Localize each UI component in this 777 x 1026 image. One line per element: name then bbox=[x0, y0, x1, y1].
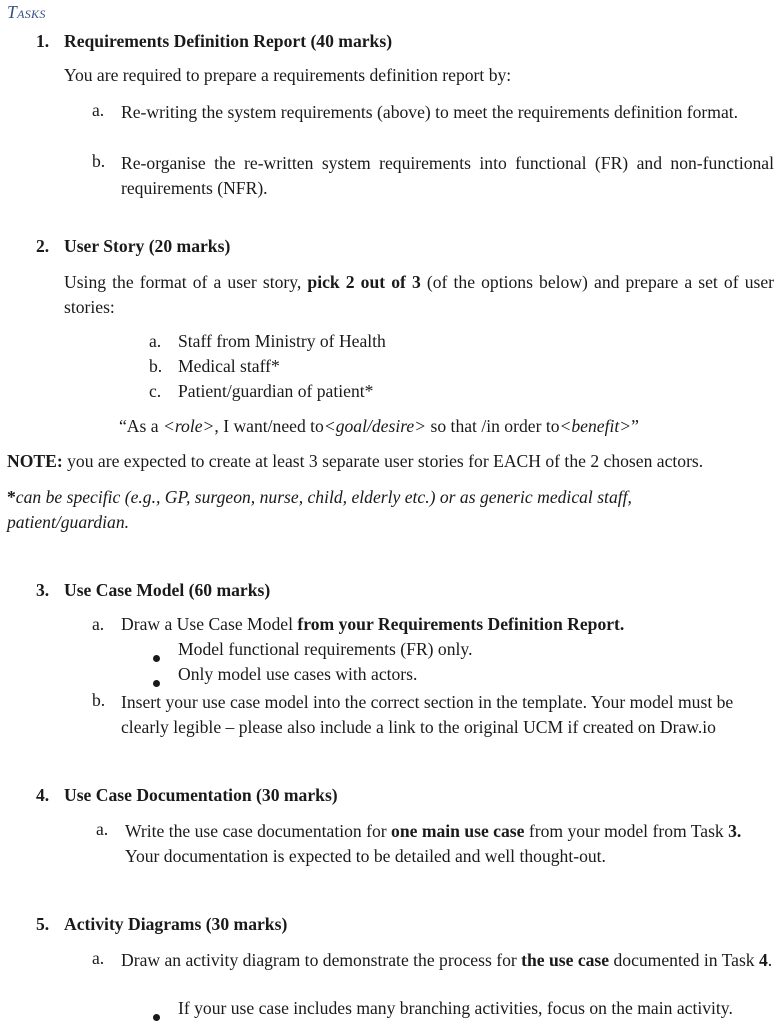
task-2-option-b-text: Medical staff* bbox=[178, 356, 280, 376]
task-5-a-mid: documented in Task bbox=[609, 950, 759, 970]
format-part-1: “As a bbox=[119, 416, 163, 436]
task-3-a-bold: from your Requirements Definition Report. bbox=[297, 614, 625, 634]
task-1-number: 1. bbox=[36, 31, 50, 51]
task-5-item-a-letter: a. bbox=[92, 948, 105, 968]
note-text: you are expected to create at least 3 separate user stories for EACH of the 2 chosen actors. bbox=[62, 451, 704, 471]
task-3-bullet-2-text: Only model use cases with actors. bbox=[178, 664, 418, 684]
footnote-text: can be specific (e.g., GP, surgeon, nurse, child, elderly etc.) or as generic medical staff, patient/guardian. bbox=[7, 487, 632, 532]
task-2-option-a-letter: a. bbox=[149, 331, 162, 351]
task-2-intro bbox=[64, 270, 774, 320]
task-4-a-before: Write the use case documentation for bbox=[125, 821, 392, 841]
task-3-item-a-text bbox=[121, 614, 624, 635]
task-1-item-b-letter: b. bbox=[92, 151, 106, 171]
task-3-title: Use Case Model (60 marks) bbox=[64, 580, 271, 600]
task-5-a-after: . bbox=[767, 950, 773, 970]
task-4-a-bold: one main use case bbox=[391, 821, 525, 841]
task-4-item-a-letter: a. bbox=[96, 819, 109, 839]
task-3-item-b-text: Insert your use case model into the correct section in the template. Your model must be clearly legible – please also include a link to the original UCM if created on Draw.io bbox=[121, 692, 734, 737]
task-3-bullet-2-marker bbox=[153, 671, 160, 692]
task-5-item-a-text bbox=[121, 948, 776, 973]
task-2-footnote bbox=[7, 485, 707, 535]
task-4-a-bold2: 3. bbox=[728, 821, 742, 841]
task-1-heading bbox=[36, 31, 49, 52]
task-5-bullet-1-text: If your use case includes many branching activities, focus on the main activity. bbox=[178, 998, 733, 1018]
task-2-note bbox=[7, 451, 703, 472]
task-3-number: 3. bbox=[36, 580, 50, 600]
task-1-item-a-text: Re-writing the system requirements (above) to meet the requirements definition format. bbox=[121, 102, 739, 122]
task-3-bullet-1-text: Model functional requirements (FR) only. bbox=[178, 639, 473, 659]
format-part-3: so that /in order to bbox=[426, 416, 560, 436]
task-5-a-bold2: 4 bbox=[759, 950, 768, 970]
format-goal: <goal/desire> bbox=[323, 416, 427, 436]
task-2-option-c-letter: c. bbox=[149, 381, 162, 401]
task-2-option-c-text: Patient/guardian of patient* bbox=[178, 381, 374, 401]
task-3-a-before: Draw a Use Case Model bbox=[121, 614, 298, 634]
task-2-option-b-letter: b. bbox=[149, 356, 163, 376]
task-4-title: Use Case Documentation (30 marks) bbox=[64, 785, 338, 805]
task-2-story-format bbox=[119, 416, 639, 437]
task-4-item-a-text bbox=[125, 819, 775, 869]
task-3-item-b-letter: b. bbox=[92, 690, 106, 710]
footnote-star: * bbox=[7, 487, 16, 507]
task-2-intro-before: Using the format of a user story, bbox=[64, 272, 308, 292]
task-3-bullet-1-marker bbox=[153, 646, 160, 667]
task-2-intro-bold: pick 2 out of 3 bbox=[307, 272, 421, 292]
task-2-option-a-text: Staff from Ministry of Health bbox=[178, 331, 386, 351]
task-2-intro-after: (of the options below) and prepare a set of user stories: bbox=[64, 272, 774, 317]
format-part-4: ” bbox=[631, 416, 639, 436]
format-benefit: <benefit> bbox=[559, 416, 632, 436]
task-2-title: User Story (20 marks) bbox=[64, 236, 231, 256]
section-heading-tasks: Tasks bbox=[7, 2, 46, 22]
task-1-item-a-letter: a. bbox=[92, 100, 105, 120]
task-2-number: 2. bbox=[36, 236, 50, 256]
task-4-a-after: Your documentation is expected to be detailed and well thought-out. bbox=[125, 846, 606, 866]
task-4-number: 4. bbox=[36, 785, 50, 805]
task-5-number: 5. bbox=[36, 914, 50, 934]
task-3-item-a-letter: a. bbox=[92, 614, 105, 634]
format-part-2: , I want/need to bbox=[214, 416, 324, 436]
task-5-a-before: Draw an activity diagram to demonstrate the process for bbox=[121, 950, 522, 970]
task-5-a-bold: the use case bbox=[521, 950, 610, 970]
task-1-intro: You are required to prepare a requirements definition report by: bbox=[64, 65, 512, 85]
task-5-bullet-1-marker bbox=[153, 1005, 160, 1026]
note-label: NOTE: bbox=[7, 451, 63, 471]
format-role: <role> bbox=[162, 416, 215, 436]
task-1-item-b-text: Re-organise the re-written system requirements into functional (FR) and non-functional requirements (NFR). bbox=[121, 153, 774, 198]
task-4-a-mid: from your model from Task bbox=[524, 821, 729, 841]
task-1-title: Requirements Definition Report (40 marks) bbox=[64, 31, 393, 51]
task-5-title: Activity Diagrams (30 marks) bbox=[64, 914, 288, 934]
